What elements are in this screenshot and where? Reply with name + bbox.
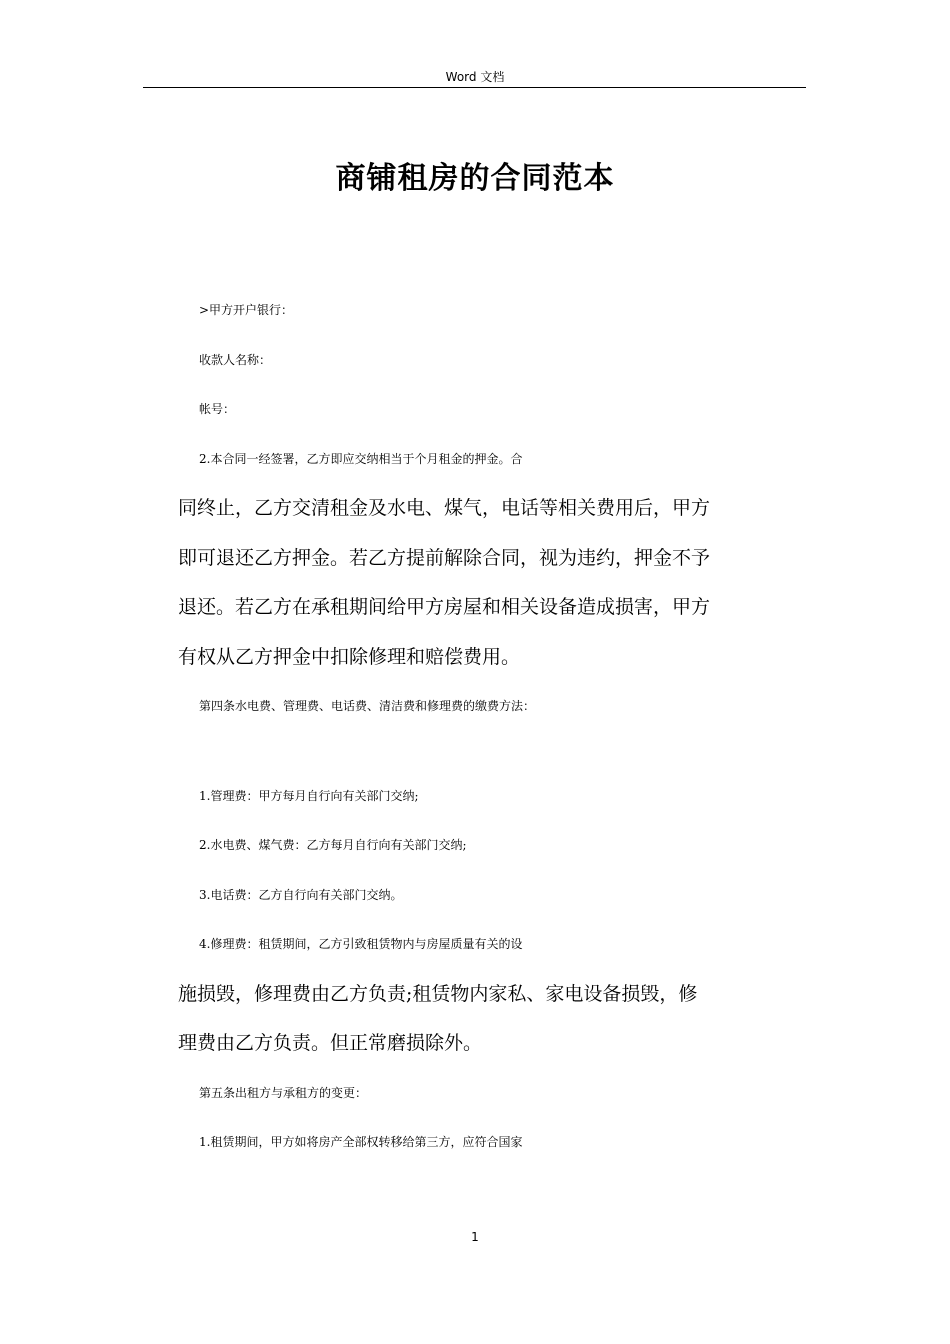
paragraph-management-fee	[178, 772, 808, 822]
text-line: 第五条出租方与承租方的变更：	[199, 1085, 368, 1100]
paragraph-article-five	[178, 1069, 808, 1119]
text-line: 2.水电费、煤气费：乙方每月自行向有关部门交纳;	[199, 838, 467, 852]
paragraph-article-four	[178, 682, 808, 732]
blank-space	[178, 732, 808, 772]
header-divider	[143, 87, 806, 88]
text-line: 有权从乙方押金中扣除修理和赔偿费用。	[178, 645, 521, 668]
text-line: 1.租赁期间，甲方如将房产全部权转移给第三方，应符合国家	[199, 1135, 523, 1149]
paragraph-account	[178, 385, 808, 435]
text-line: 帐号：	[199, 402, 236, 416]
text-line: 退还。若乙方在承租期间给甲方房屋和相关设备造成损害，甲方	[178, 596, 711, 618]
text-line: 施损毁，修理费由乙方负责;租赁物内家私、家电设备损毁，修	[178, 982, 698, 1005]
text-line: 4.修理费：租赁期间，乙方引致租赁物内与房屋质量有关的设	[199, 937, 523, 951]
text-line: 收款人名称：	[199, 352, 272, 367]
header-label: Word 文档	[445, 70, 505, 84]
paragraph-phone-fee	[178, 871, 808, 921]
paragraph-utility-fee	[178, 821, 808, 871]
page-number: 1	[471, 1230, 479, 1244]
text-line: 同终止，乙方交清租金及水电、煤气，电话等相关费用后，甲方	[178, 497, 711, 519]
text-line: 2.本合同一经签署，乙方即应交纳相当于个月租金的押金。合	[199, 451, 523, 466]
paragraph-payee	[178, 336, 808, 386]
text-line: 理费由乙方负责。但正常磨损除外。	[178, 1032, 483, 1054]
paragraph-deposit	[178, 435, 808, 683]
text-line: >甲方开户银行：	[199, 303, 294, 317]
document-body	[178, 286, 808, 1168]
text-line: 第四条水电费、管理费、电话费、清洁费和修理费的缴费方法：	[199, 699, 536, 713]
text-line: 即可退还乙方押金。若乙方提前解除合同，视为违约，押金不予	[178, 546, 711, 569]
paragraph-bank	[178, 286, 808, 336]
paragraph-transfer	[178, 1118, 808, 1168]
document-title: 商铺租房的合同范本	[335, 161, 615, 196]
text-line: 3.电话费：乙方自行向有关部门交纳。	[199, 887, 403, 902]
paragraph-repair-fee	[178, 920, 808, 1069]
text-line: 1.管理费：甲方每月自行向有关部门交纳;	[199, 788, 419, 803]
